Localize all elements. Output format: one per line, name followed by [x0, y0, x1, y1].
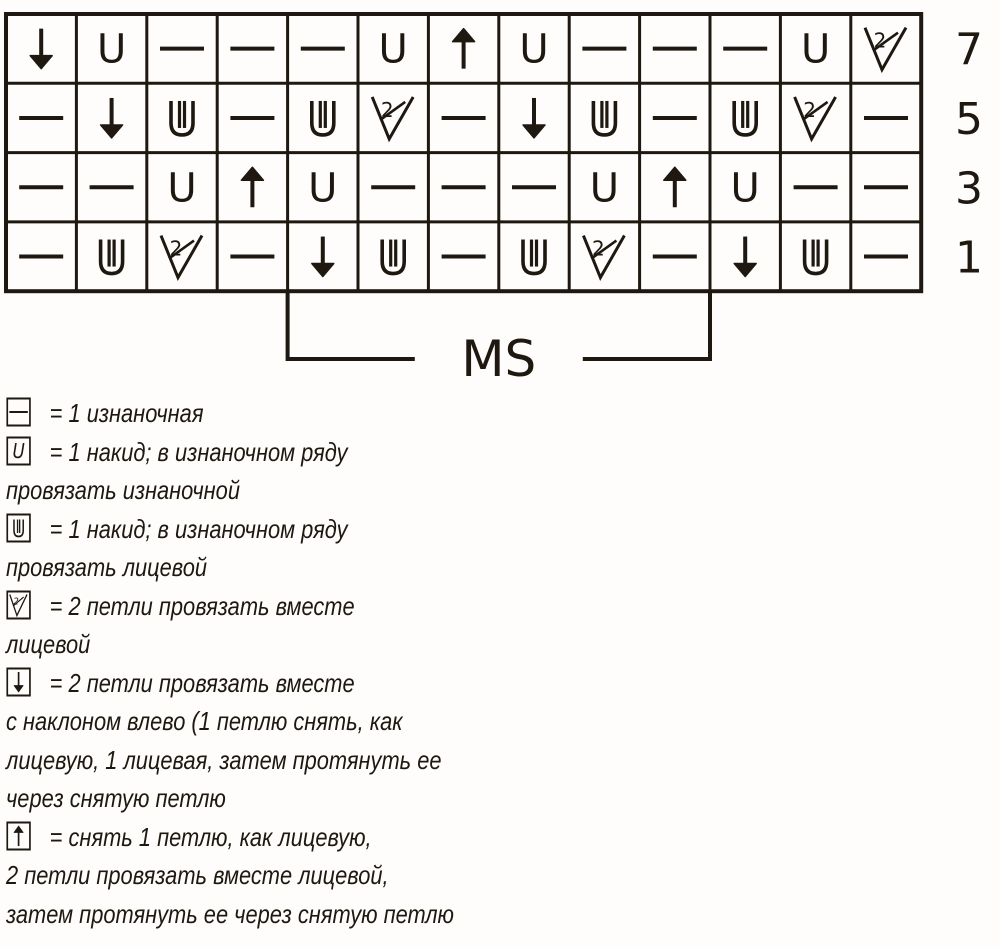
chart-cell-central-decrease-arrow-icon — [664, 167, 686, 207]
svg-text:U: U — [730, 165, 760, 212]
legend-text: лицевую, 1 лицевая, затем протянуть ее — [6, 744, 442, 775]
chart-cell-decrease-left-arrow-icon — [312, 237, 334, 277]
chart-cell-yarn-over-knit-symbol — [523, 240, 545, 274]
legend-text: 2 петли провязать вместе лицевой, — [6, 860, 389, 890]
legend-knit-two-together-symbol — [6, 590, 31, 620]
legend-yarn-over-symbol — [6, 436, 31, 466]
legend-decrease-left-arrow-icon — [6, 667, 31, 697]
knitting-chart — [0, 0, 1000, 392]
chart-cell-knit-two-together-symbol — [372, 97, 413, 139]
row-number: 5 — [955, 93, 983, 145]
chart-cell-yarn-over-symbol — [97, 27, 126, 73]
row-number: 1 — [955, 232, 983, 284]
chart-cell-yarn-over-knit-symbol — [805, 240, 827, 274]
legend-text-line — [6, 394, 544, 433]
legend-text-line — [6, 741, 544, 780]
repeat-label: MS — [461, 330, 537, 388]
repeat-bracket — [288, 291, 710, 388]
chart-cell-yarn-over-knit-symbol — [312, 101, 334, 135]
chart-cell-yarn-over-knit-symbol — [593, 101, 615, 135]
chart-cell-decrease-left-arrow-icon — [523, 98, 545, 138]
legend-entry — [6, 433, 544, 510]
repeat-bracket-left — [288, 291, 415, 359]
legend-text: лицевой — [6, 629, 91, 659]
row-numbers — [955, 25, 983, 284]
svg-text:U: U — [96, 26, 127, 73]
chart-cell-yarn-over-symbol — [731, 165, 760, 211]
legend-text-line — [6, 587, 544, 626]
legend-text: = 2 петли провязать вместе — [49, 667, 355, 698]
chart-cell-yarn-over-knit-symbol — [171, 101, 193, 135]
svg-text:2: 2 — [592, 236, 605, 261]
chart-cell-knit-two-together-symbol — [865, 28, 906, 70]
chart-cell-yarn-over-knit-symbol — [382, 240, 404, 274]
row-number: 7 — [955, 24, 983, 76]
chart-cell-decrease-left-arrow-icon — [30, 29, 52, 69]
svg-text:2: 2 — [803, 97, 816, 122]
chart-cell-yarn-over-knit-symbol — [101, 240, 123, 274]
legend-text-line — [6, 433, 544, 472]
legend-text-line — [6, 510, 544, 549]
svg-text:U: U — [167, 165, 197, 212]
legend-entry — [6, 510, 544, 587]
svg-text:U: U — [308, 165, 338, 212]
legend-text: = 1 накид; в изнаночном ряду — [49, 436, 348, 467]
chart-cell-yarn-over-symbol — [379, 27, 408, 73]
svg-text:U: U — [519, 26, 549, 73]
chart-cell-decrease-left-arrow-icon — [101, 98, 123, 138]
legend-text: = 2 петли провязать вместе — [49, 590, 355, 621]
legend-text-line — [6, 779, 544, 818]
legend-purl-symbol — [6, 397, 31, 427]
svg-text:2: 2 — [13, 595, 19, 608]
legend-text: провязать изнаночной — [6, 475, 240, 505]
chart-cell-yarn-over-knit-symbol — [734, 101, 756, 135]
row-number: 3 — [955, 163, 983, 215]
chart-cell-central-decrease-arrow-icon — [241, 167, 263, 207]
legend-text-line — [6, 702, 544, 741]
chart-cell-knit-two-together-symbol — [795, 97, 836, 139]
legend-text-line — [6, 818, 544, 857]
svg-text:U: U — [800, 26, 831, 73]
legend-text: через снятую петлю — [6, 783, 226, 813]
legend-text-line — [6, 548, 544, 587]
legend-text-line — [6, 895, 544, 934]
chart-cell-decrease-left-arrow-icon — [734, 237, 756, 277]
legend-text: провязать лицевой — [6, 552, 208, 582]
symbol-legend — [6, 394, 566, 933]
chart-cell-knit-two-together-symbol — [583, 236, 624, 278]
legend-text: затем протянуть ее через снятую петлю — [6, 898, 454, 929]
svg-text:2: 2 — [380, 97, 394, 122]
legend-yarn-over-knit-symbol — [6, 513, 31, 543]
legend-central-decrease-arrow-icon — [6, 821, 31, 851]
legend-text-line — [6, 664, 544, 703]
legend-text-line — [6, 856, 544, 895]
chart-cell-central-decrease-arrow-icon — [453, 29, 475, 69]
chart-cell-yarn-over-symbol — [308, 165, 337, 211]
svg-text:U: U — [12, 440, 25, 463]
legend-entry — [6, 664, 544, 818]
svg-text:U: U — [378, 26, 408, 73]
repeat-bracket-right — [583, 291, 710, 359]
legend-text-line — [6, 471, 544, 510]
svg-text:2: 2 — [169, 236, 183, 261]
legend-text: = 1 накид; в изнаночном ряду — [49, 513, 348, 544]
legend-text-line — [6, 625, 544, 664]
legend-text: = 1 изнаночная — [49, 398, 204, 428]
chart-cell-yarn-over-symbol — [590, 165, 619, 211]
legend-entry — [6, 587, 544, 664]
chart-cell-knit-two-together-symbol — [161, 236, 202, 278]
svg-text:U: U — [589, 165, 620, 212]
chart-cell-yarn-over-symbol — [519, 27, 548, 73]
legend-entry — [6, 394, 544, 433]
legend-text: = снять 1 петлю, как лицевую, — [49, 821, 372, 852]
chart-cell-yarn-over-symbol — [801, 27, 830, 73]
legend-text: с наклоном влево (1 петлю снять, как — [6, 706, 403, 736]
chart-cell-yarn-over-symbol — [167, 165, 196, 211]
svg-text:2: 2 — [873, 28, 887, 53]
legend-entry — [6, 818, 544, 934]
